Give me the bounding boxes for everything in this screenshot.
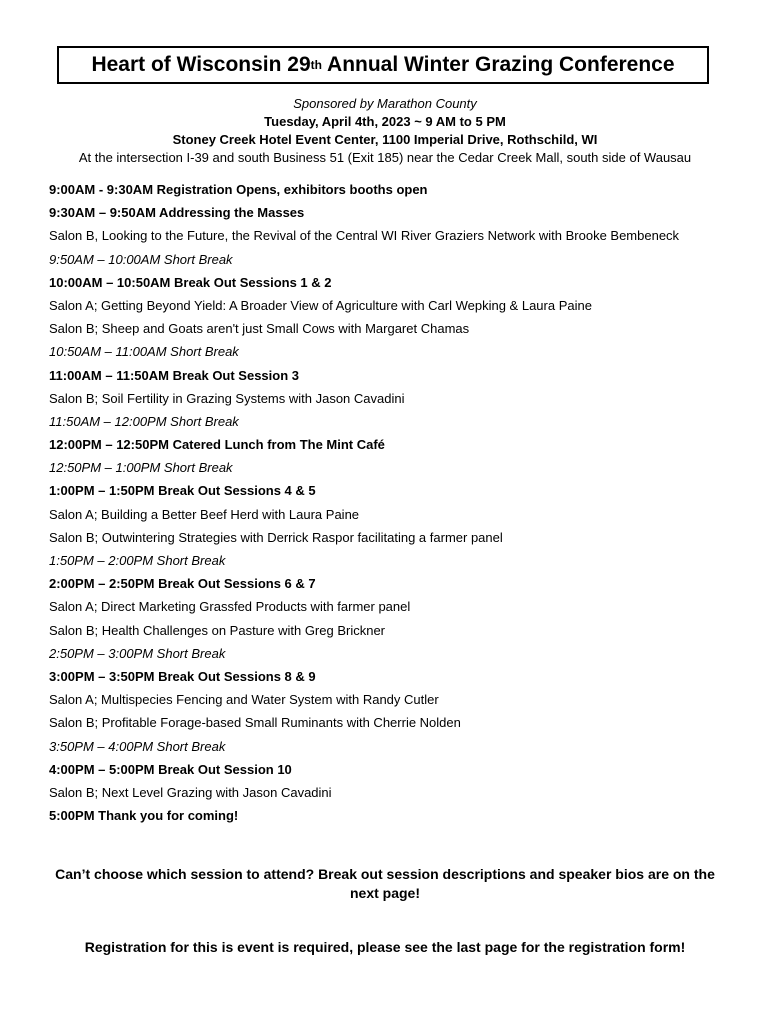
schedule-time-heading: 10:00AM – 10:50AM Break Out Sessions 1 & 2 <box>49 274 332 290</box>
schedule-session: Salon A; Getting Beyond Yield: A Broader View of Agriculture with Carl Wepking & Laura Paine <box>49 297 592 313</box>
schedule-session: Salon B; Next Level Grazing with Jason Cavadini <box>49 784 332 800</box>
schedule-time-heading: 11:00AM – 11:50AM Break Out Session 3 <box>49 367 300 383</box>
schedule-time-heading: 2:00PM – 2:50PM Break Out Sessions 6 & 7 <box>49 576 316 592</box>
session-info-note: Can’t choose which session to attend? Break out session descriptions and speaker bios are on the next page! <box>55 866 715 901</box>
schedule-time-heading: 9:00AM - 9:30AM Registration Opens, exhibitors booths open <box>49 182 428 197</box>
schedule-session: Salon A; Building a Better Beef Herd with Laura Paine <box>49 506 360 522</box>
event-directions: At the intersection I-39 and south Business 51 (Exit 185) near the Cedar Creek Mall, south side of Wausau <box>78 150 692 165</box>
schedule-time-heading: 5:00PM Thank you for coming! <box>49 808 239 824</box>
schedule-session: Salon B; Soil Fertility in Grazing Systems with Jason Cavadini <box>49 390 405 406</box>
schedule-session: Salon B; Profitable Forage-based Small Ruminants with Cherrie Nolden <box>49 715 461 731</box>
schedule-session: Salon A; Multispecies Fencing and Water System with Randy Cutler <box>49 692 439 708</box>
schedule-break: 1:50PM – 2:00PM Short Break <box>49 553 226 568</box>
schedule-time-heading: 9:30AM – 9:50AM Addressing the Masses <box>49 205 305 221</box>
page-title: Heart of Wisconsin 29 th Annual Winter Grazing Conference <box>57 46 709 84</box>
schedule-time-heading: 4:00PM – 5:00PM Break Out Session 10 <box>49 761 292 777</box>
title-text: Heart of Wisconsin 29 <box>91 53 311 76</box>
schedule-list <box>49 181 749 830</box>
schedule-session: Salon B; Sheep and Goats aren't just Small Cows with Margaret Chamas <box>49 321 470 337</box>
schedule-session: Salon B, Looking to the Future, the Revival of the Central WI River Graziers Network with Brooke Bembeneck <box>49 228 680 244</box>
schedule-break: 3:50PM – 4:00PM Short Break <box>49 738 226 754</box>
schedule-session: Salon A; Direct Marketing Grassfed Products with farmer panel <box>49 599 411 615</box>
schedule-time-heading: 3:00PM – 3:50PM Break Out Sessions 8 & 9 <box>49 668 316 684</box>
schedule-session: Salon B; Outwintering Strategies with Derrick Raspor facilitating a farmer panel <box>49 529 503 545</box>
schedule-time-heading: 1:00PM – 1:50PM Break Out Sessions 4 & 5 <box>49 483 316 499</box>
event-venue: Stoney Creek Hotel Event Center, 1100 Imperial Drive, Rothschild, WI <box>172 132 598 147</box>
schedule-break: 10:50AM – 11:00AM Short Break <box>49 344 239 360</box>
registration-note: Registration for this is event is required, please see the last page for the registration form! <box>84 939 686 955</box>
schedule-time-heading: 12:00PM – 12:50PM Catered Lunch from The Mint Café <box>49 437 385 453</box>
schedule-break: 12:50PM – 1:00PM Short Break <box>49 460 233 476</box>
title-text-rest: Annual Winter Grazing Conference <box>321 53 675 76</box>
schedule-break: 11:50AM – 12:00PM Short Break <box>49 413 239 429</box>
event-date: Tuesday, April 4th, 2023 ~ 9 AM to 5 PM <box>264 114 506 129</box>
sponsor-line: Sponsored by Marathon County <box>293 96 477 111</box>
schedule-break: 2:50PM – 3:00PM Short Break <box>49 645 226 661</box>
schedule-session: Salon B; Health Challenges on Pasture with Greg Brickner <box>49 622 386 638</box>
schedule-break: 9:50AM – 10:00AM Short Break <box>49 251 233 267</box>
